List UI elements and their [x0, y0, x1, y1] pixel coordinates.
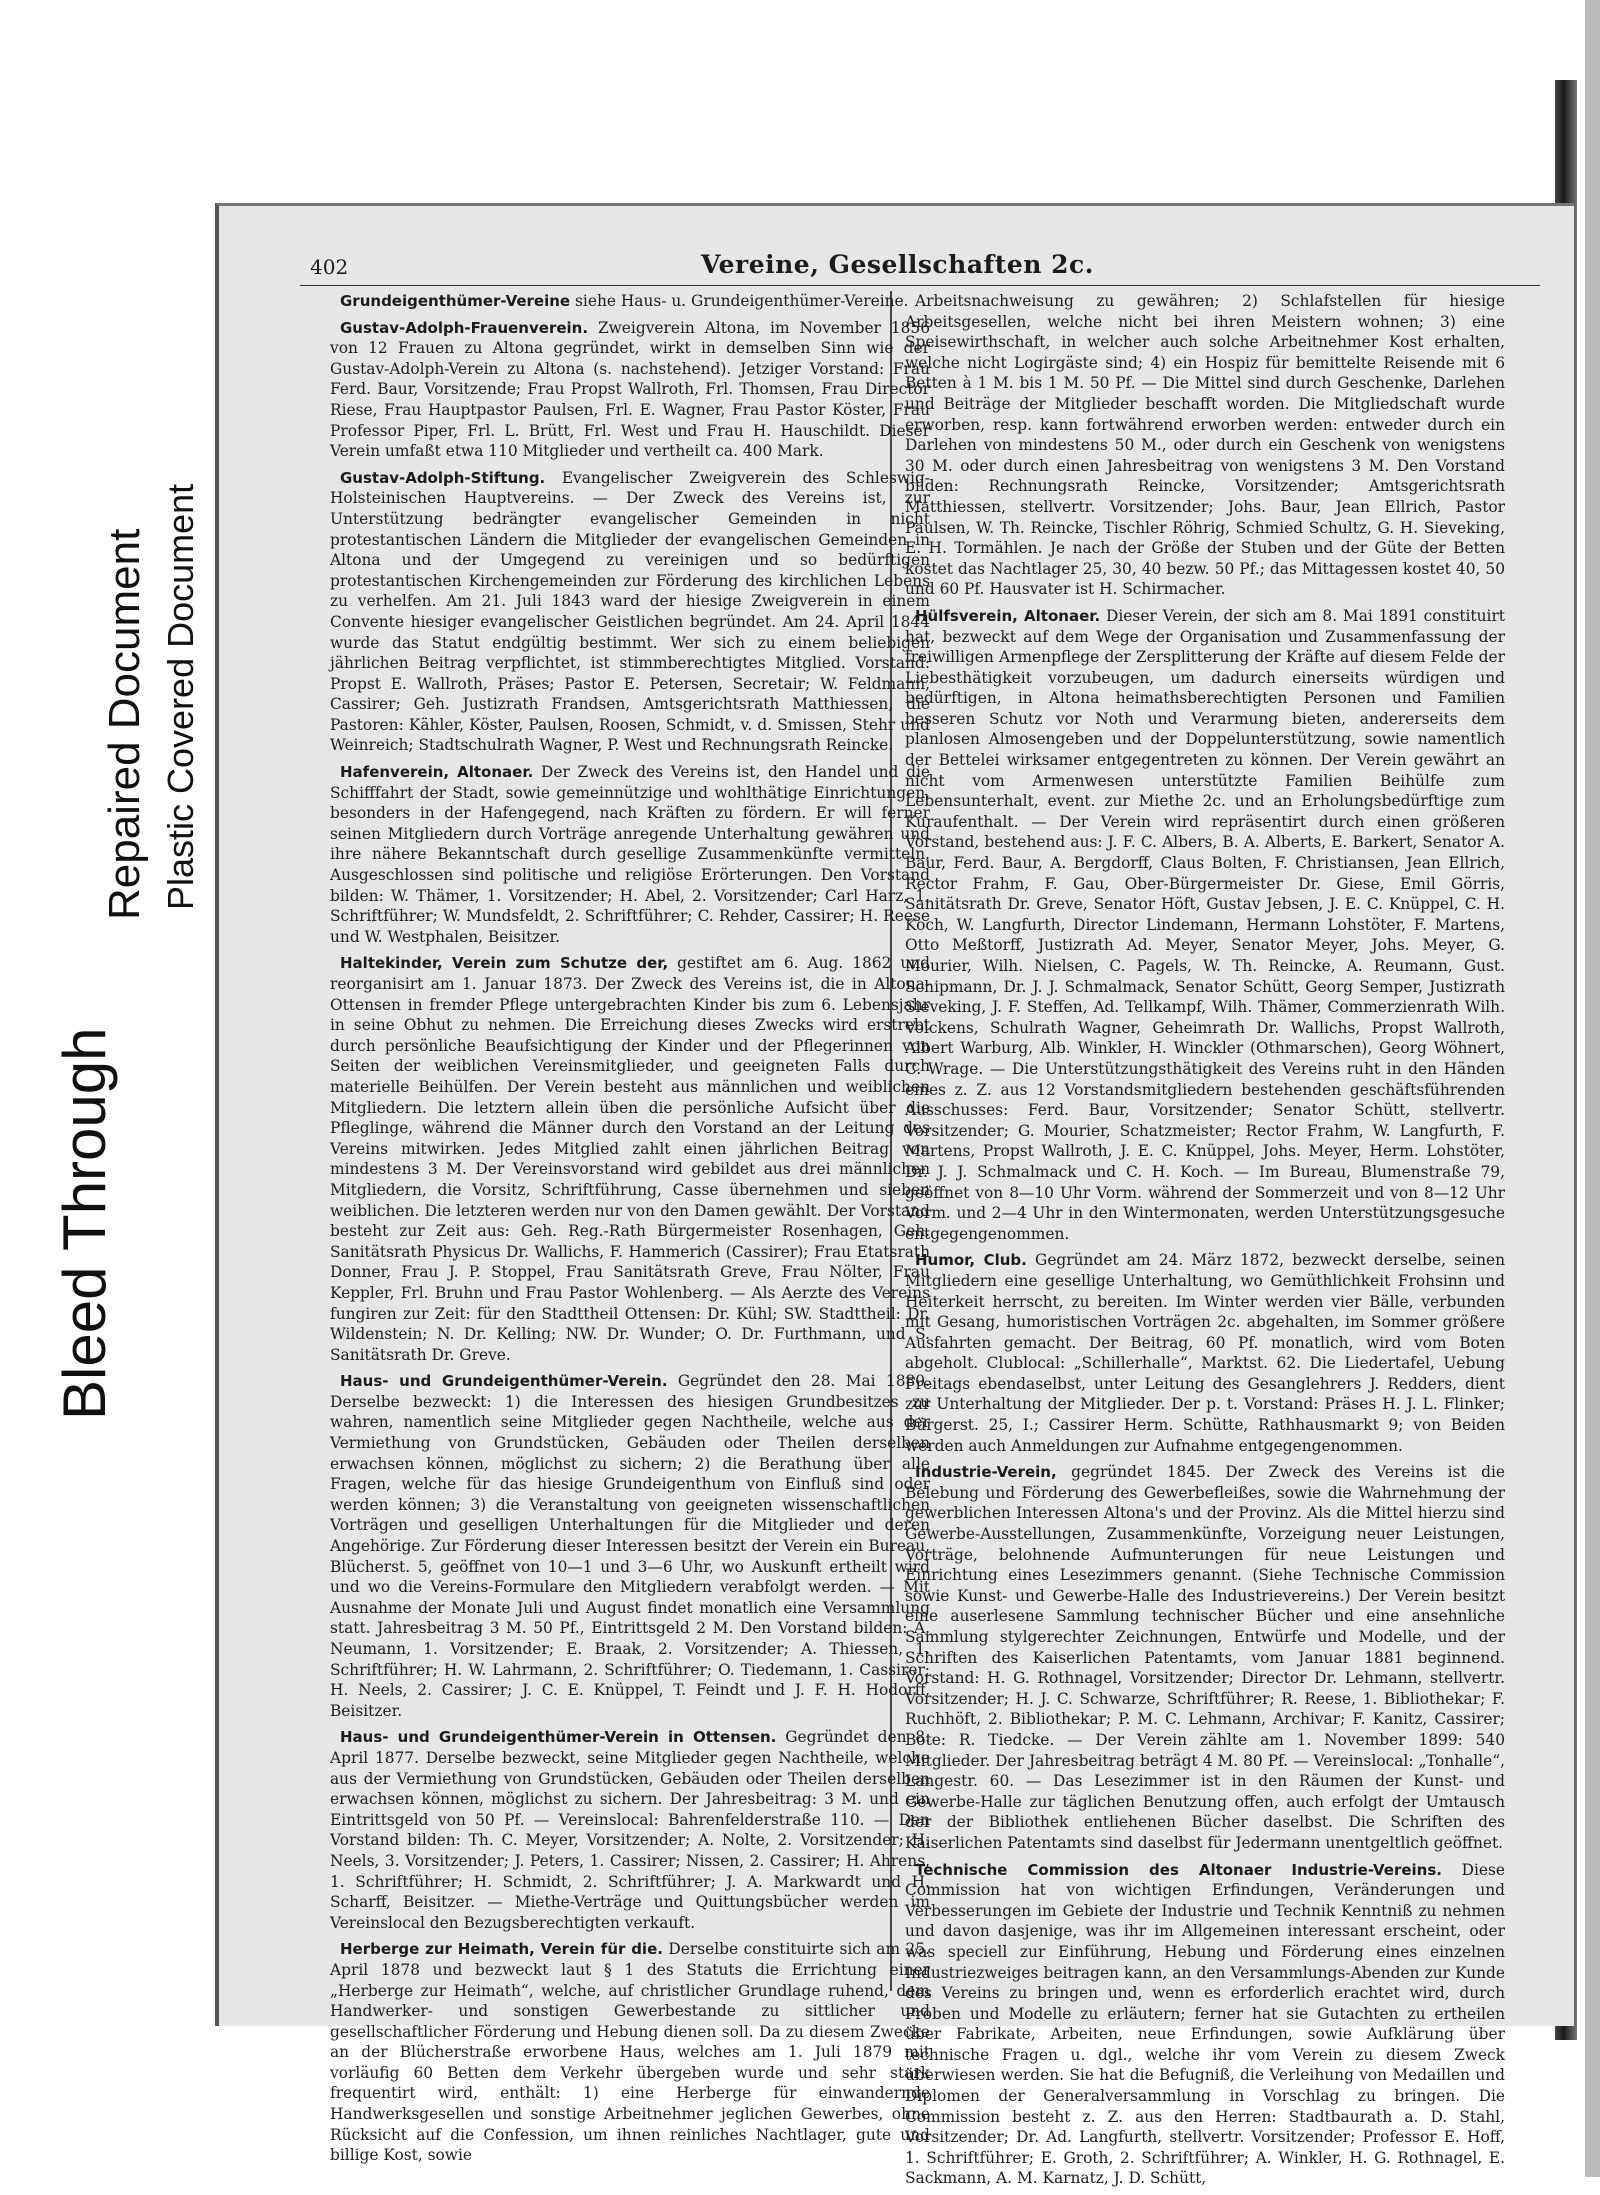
document-condition-labels — [40, 420, 220, 1420]
entry — [330, 291, 930, 312]
entry — [330, 953, 930, 1365]
entry-title: Haus- und Grundeigenthümer-Verein. — [340, 1372, 668, 1391]
page-number: 402 — [310, 255, 349, 279]
entry-text: siehe Haus- u. Grundeigenthümer-Vereine. — [575, 292, 909, 310]
entry-text: Gegründet den 28. Mai 1880. Derselbe bezweckt: 1) die Interessen des hiesigen Grundbesitzes zu wahren, namentlich seine Mitglieder gegen Nachtheile, welche aus der Vermiethung von Grundstücken, Gebäuden oder Theilen derselben erwachsen können, möglichst zu sichern; 2) die Berathung über alle Fragen, welche für das hiesige Grundeigenthum von Einfluß sind oder werden können; 3) die Veranstaltung von geeigneten wissenschaftlichen Vorträgen und geselligen Unterhaltungen für die Mitglieder und deren Angehörige. Zur Förderung dieser Interessen besitzt der Verein ein Bureau, Blücherst. 5, geöffnet von 10—1 und 3—6 Uhr, wo Auskunft ertheilt wird und wo die Vereins-Formulare den Mitgliedern verabfolgt werden. — Mit Ausnahme der Monate Juli und August findet monatlich eine Versammlung statt. Jahresbeitrag 3 M. 50 Pf., Eintrittsgeld 2 M. Den Vorstand bilden: A. Neumann, 1. Vorsitzender; E. Braak, 2. Vorsitzender; A. Thiessen, 1. Schriftführer; H. W. Lahrmann, 2. Schriftführer; O. Tiedemann, 1. Cassirer; H. Neels, 2. Cassirer; J. C. E. Knüppel, T. Feindt und J. F. H. Hodorff, Beisitzer. — [330, 1372, 930, 1720]
entry-text: Gegründet den 8. April 1877. Derselbe bezweckt, seine Mitglieder gegen Nachtheile, welche aus der Vermiethung von Grundstücken, Gebäuden oder Theilen derselben erwachsen können, möglichst zu sichern. Der Jahresbeitrag: 3 M. und ein Eintrittsgeld von 50 Pf. — Vereinslocal: Bahrenfelderstraße 110. — Den Vorstand bilden: Th. C. Meyer, Vorsitzender; A. Nolte, 2. Vorsitzender; H. Neels, 3. Vorsitzender; J. Peters, 1. Cassirer; Nissen, 2. Cassirer; H. Ahrens, 1. Schriftführer; H. Schmidt, 2. Schriftführer; J. A. Markwardt und H. Scharff, Beisitzer. — Miethe-Verträge und Quittungsbücher werden im Vereinslocal den Bezugsberechtigten verkauft. — [330, 1728, 930, 1932]
entry-text: Der Zweck des Vereins ist, den Handel und die Schifffahrt der Stadt, sowie gemeinnützige und wohlthätige Einrichtungen, besonders in der Hafengegend, nach Kräften zu fördern. Er will ferner seinen Mitgliedern durch Vorträge anregende Unterhaltung gewähren und ihre nähere Bekanntschaft durch gesellige Zusammenkünfte vermitteln. Ausgeschlossen sind politische und religiöse Erörterungen. Den Vorstand bilden: W. Thämer, 1. Vorsitzender; H. Abel, 2. Vorsitzender; Carl Harz, 1. Schriftführer; W. Mundsfeldt, 2. Schriftführer; C. Rehder, Cassirer; H. Reese und W. Westphalen, Beisitzer. — [330, 763, 930, 946]
entry — [905, 291, 1505, 600]
entry-text: Derselbe constituirte sich am 25. April 1878 und bezweckt laut § 1 des Statuts die Errichtung einer „Herberge zur Heimath“, welche, auf christlicher Grundlage ruhend, dem Handwerker- und sonstigen Gewerbestande zu sittlicher und gesellschaftlicher Förderung und Hebung dienen soll. Da zu diesem Zwecke an der Blücherstraße erworbene Haus, welches am 1. Juli 1879 mit vorläufig 60 Betten dem Verkehr übergeben wurde und sehr stark frequentirt wird, enthält: 1) eine Herberge für einwandernde Handwerksgesellen und sonstige Arbeitnehmer jeglichen Gewerbes, ohne Rücksicht auf die Confession, um ihnen reinliches Nachtlager, gute und billige Kost, sowie — [330, 1940, 930, 2165]
entry-title: Haus- und Grundeigenthümer-Verein in Ottensen. — [340, 1728, 777, 1747]
entry — [330, 1371, 930, 1721]
entry-title: Hafenverein, Altonaer. — [340, 763, 534, 782]
entry-title: Industrie-Verein, — [915, 1463, 1057, 1482]
entry — [330, 1727, 930, 1933]
entry-text: Dieser Verein, der sich am 8. Mai 1891 constituirt hat, bezweckt auf dem Wege der Organisation und Zusammenfassung der freiwilligen Armenpflege der Zersplitterung der Kräfte auf diesem Felde der Liebesthätigkeit vorzubeugen, um dadurch einerseits würdigen und bedürftigen, in Altona heimathsberechtigten Personen und Familien besseren Schutz vor Noth und Verarmung bieten, andererseits dem planlosen Almosengeben und der Doppelunterstützung, sowie namentlich der Bettelei wirksamer entgegentreten zu können. Der Verein gewährt an nicht vom Armenwesen unterstützte Familien Beihülfe zum Lebensunterhalt, event. zur Miethe 2c. und an Erholungsbedürftige zum Kuraufenthalt. — Der Verein wird repräsentirt durch einen größeren Vorstand, bestehend aus: J. F. C. Albers, B. A. Alberts, E. Barkert, Senator A. Baur, Ferd. Baur, A. Bergdorff, Claus Bolten, F. Christiansen, Jean Ellrich, Rector Frahm, F. Gau, Ober-Bürgermeister Dr. Giese, Emil Görris, Sanitätsrath Dr. Greve, Senator Höft, Gustav Jebsen, J. E. C. Knüppel, C. H. Koch, W. Langfurth, Director Lindemann, Hermann Lohstöter, F. Martens, Otto Meßtorff, Justizrath Ad. Meyer, Senator Meyer, Johs. Meyer, G. Mourier, Wilh. Nielsen, C. Pagels, W. Th. Reincke, A. Reumann, Gust. Schipmann, Dr. J. J. Schmalmack, Senator Schütt, Georg Semper, Justizrath Sieveking, J. F. Steffen, Ad. Tellkampf, Wilh. Thämer, Commerzienrath Wilh. Volckens, Schulrath Wagner, Geheimrath Dr. Wallichs, Propst Wallroth, Albert Warburg, Alb. Winkler, H. Winckler (Othmarschen), Georg Wöhnert, C. Wrage. — Die Unterstützungsthätigkeit des Vereins ruht in den Händen eines z. Z. aus 12 Vorstandsmitgliedern bestehenden geschäftsführenden Ausschusses: Ferd. Baur, Vorsitzender; Senator Schütt, stellvertr. Vorsitzender; G. Mourier, Schatzmeister; Rector Frahm, W. Langfurth, F. Martens, Propst Wallroth, J. E. C. Knüppel, Johs. Meyer, Herm. Lohstöter, Dr. J. J. Schmalmack und C. H. Koch. — Im Bureau, Blumenstraße 79, geöffnet von 8—10 Uhr Vorm. während der Sommerzeit und von 8—12 Uhr Vorm. und 2—4 Uhr in den Wintermonaten, werden Unterstützungsgesuche entgegengenommen. — [905, 606, 1505, 1243]
entry — [905, 606, 1505, 1244]
entry — [330, 1939, 930, 2166]
page-heading: Vereine, Gesellschaften 2c. — [701, 250, 1094, 279]
label-bleed-through: Bleed Through — [51, 1027, 118, 1420]
header-rule — [300, 285, 1540, 286]
entry-title: Humor, Club. — [915, 1251, 1027, 1270]
entry — [905, 1250, 1505, 1456]
entry-text: Gegründet am 24. März 1872, bezweckt derselbe, seinen Mitgliedern eine gesellige Unterhaltung, wo Gemüthlichkeit Frohsinn und Heiterkeit herrscht, zu bereiten. Im Winter werden vier Bälle, verbunden mit Gesang, humoristischen Vorträgen 2c. abgehalten, im Sommer größere Ausfahrten gemacht. Der Beitrag, 60 Pf. monatlich, wird vom Boten abgeholt. Clublocal: „Schillerhalle“, Marktst. 62. Die Liedertafel, Uebung Freitags ebendaselbst, unter Leitung des Gesanglehrers J. Redders, dient zur Unterhaltung der Mitglieder. Der p. t. Vorstand: Präses H. J. L. Flinker; Bürgerst. 25, I.; Cassirer Herm. Schütte, Rathhausmarkt 9; von Beiden werden auch Anmeldungen zur Aufnahme entgegengenommen. — [905, 1251, 1505, 1455]
entry — [905, 1462, 1505, 1853]
entry-text: Zweigverein Altona, im November 1856 von 12 Frauen zu Altona gegründet, wirkt in demselben Sinn wie der Gustav-Adolph-Verein zu Altona (s. nachstehend). Jetziger Vorstand: Frau Ferd. Baur, Vorsitzende; Frau Propst Wallroth, Frl. Thomsen, Frau Director Riese, Frau Hauptpastor Paulsen, Frl. E. Wagner, Frau Pastor Köster, Frau Professor Piper, Frl. L. Brütt, Frl. West und Frau H. Hauschildt. Dieser Verein umfaßt etwa 110 Mitglieder und vertheilt ca. 400 Mark. — [330, 318, 930, 461]
entry-text: gestiftet am 6. Aug. 1862 und reorganisirt am 1. Januar 1873. Der Zweck des Vereins ist, die in Altona-Ottensen in fremder Pflege untergebrachten Kinder bis zum 6. Lebensjahr in seine Obhut zu nehmen. Die Erreichung dieses Zwecks wird erstrebt durch persönliche Beaufsichtigung der Kinder und der Pflegerinnen von Seiten der weiblichen Vereinsmitglieder, und geeigneten Falls durch materielle Beihülfen. Der Verein besteht aus männlichen und weiblichen Mitgliedern. Die letztern allein üben die persönliche Aufsicht über die Pfleglinge, während die Männer durch den Vorstand an der Leitung des Vereins mitwirken. Jedes Mitglied zahlt einen jährlichen Beitrag von mindestens 3 M. Der Vereinsvorstand wird gebildet aus drei männlichen Mitgliedern, die Vorsitz, Schriftführung, Casse übernehmen und sieben weiblichen. Die letzteren werden nur von den Damen gewählt. Der Vorstand besteht zur Zeit aus: Geh. Reg.-Rath Bürgermeister Rosenhagen, Geh. Sanitätsrath Physicus Dr. Wallichs, F. Hammerich (Cassirer); Frau Etatsrath Donner, Frau J. P. Stoppel, Frau Sanitätsrath Greve, Frau Nölter, Frau Keppler, Frl. Bruhn und Frau Pastor Wohlenberg. — Als Aerzte des Vereins fungiren zur Zeit: für den Stadttheil Ottensen: Dr. Kühl; SW. Stadttheil: Dr. Wildenstein; N. Dr. Kelling; NW. Dr. Wunder; O. Dr. Furthmann, und S. Sanitätsrath Dr. Greve. — [330, 954, 931, 1364]
entry-title: Technische Commission des Altonaer Industrie-Vereins. — [915, 1860, 1442, 1879]
entry-title: Haltekinder, Verein zum Schutze der, — [340, 954, 669, 973]
entry-title: Gustav-Adolph-Stiftung. — [340, 468, 546, 487]
entry — [905, 1860, 1505, 2190]
entry-text: Arbeitsnachweisung zu gewähren; 2) Schlafstellen für hiesige Arbeitsgesellen, welche nicht bei ihren Meistern wohnen; 3) eine Speisewirthschaft, in welcher auch solche Arbeitnehmer Kost erhalten, welche nicht Logirgäste sind; 4) ein Hospiz für bemittelte Reisende mit 6 Betten à 1 M. bis 1 M. 50 Pf. — Die Mittel sind durch Geschenke, Darlehen und Beiträge der Mitglieder beschafft worden. Die Mitgliedschaft wurde erworben, resp. kann fortwährend erworben werden: entweder durch ein Darlehen von mindestens 50 M., oder durch ein Geschenk von wenigstens 30 M. oder durch einen Jahresbeitrag von wenigstens 3 M. Den Vorstand bilden: Rechnungsrath Reincke, Vorsitzender; Amtsgerichtsrath Matthiessen, stellvertr. Vorsitzender; Johs. Baur, Jean Ellrich, Pastor Paulsen, W. Th. Reincke, Tischler Röhrig, Schmied Schultz, G. H. Sieveking, E. H. Tormählen. Je nach der Größe der Stuben und der Güte der Betten kostet das Nachtlager 25, 30, 40 bezw. 50 Pf.; das Mittagessen kostet 40, 50 und 60 Pf. Hausvater ist H. Schirmacher. — [905, 292, 1505, 599]
next-page-edge — [1585, 0, 1600, 2177]
left-column — [330, 291, 930, 2172]
entry — [330, 318, 930, 462]
entry-title: Hülfsverein, Altonaer. — [915, 606, 1101, 625]
entry — [330, 762, 930, 947]
entry-text: gegründet 1845. Der Zweck des Vereins ist die Belebung und Förderung des Gewerbefleißes, sowie die Wahrnehmung der gewerblichen Interessen Altona's und der Provinz. Als die Mittel hierzu sind Gewerbe-Ausstellungen, Zusammenkünfte, Vorzeigung neuer Leistungen, Vorträge, belohnende Aufmunterungen für neue Leistungen und Einrichtung eines Lesezimmers genannt. (Siehe Technische Commission sowie Kunst- und Gewerbe-Halle des Industrievereins.) Der Verein besitzt eine auserlesene Sammlung technischer Bücher und eine ansehnliche Sammlung stylgerechter Zeichnungen, Entwürfe und Modelle, und der Schriften des Kaiserlichen Patentamts, vom Januar 1881 beginnend. Vorstand: H. G. Rothnagel, Vorsitzender; Director Dr. Lehmann, stellvertr. Vorsitzender; H. J. C. Schwarze, Schriftführer; R. Reese, 1. Bibliothekar; F. Ruchhöft, 2. Bibliothekar; P. M. C. Lehmann, Archivar; F. Kanitz, Cassirer; Bote: R. Tiedcke. — Der Verein zählte am 1. November 1899: 540 Mitglieder. Der Jahresbeitrag beträgt 4 M. 80 Pf. — Vereinslocal: „Tonhalle“, Langestr. 60. — Das Lesezimmer ist in den Räumen der Kunst- und Gewerbe-Halle zur täglichen Benutzung offen, auch erfolgt der Umtausch der der Bibliothek entliehenen Bücher daselbst. Die Schriften des Kaiserlichen Patentamts sind daselbst für Jedermann unentgeltlich geöffnet. — [905, 1463, 1505, 1852]
label-repaired-document: Repaired Document — [100, 528, 149, 920]
entry-title: Gustav-Adolph-Frauenverein. — [340, 318, 589, 337]
document-page — [250, 245, 1545, 2188]
entry-text: Evangelischer Zweigverein des Schleswig-Holsteinischen Hauptvereins. — Der Zweck des Vereins ist, zur Unterstützung bedrängter evangelischer Gemeinden in nicht protestantischen Ländern die Mitglieder der evangelischen Gemeinden in Altona und der Umgegend zu vereinigen und so bedürftigen protestantischen Kirchengemeinden zur Förderung des kirchlichen Lebens zu verhelfen. Am 21. Juli 1843 ward der hiesige Zweigverein in einem Convente hiesiger evangelischer Geistlichen begründet. Am 24. April 1844 wurde das Statut endgültig bestimmt. Wer sich zu einem beliebigen jährlichen Beitrag verpflichtet, ist stimmberechtigtes Mitglied. Vorstand: Propst E. Wallroth, Präses; Pastor E. Petersen, Secretair; W. Feldmann, Cassirer; Geh. Justizrath Frandsen, Amtsgerichtsrath Matthiessen, die Pastoren: Kähler, Köster, Paulsen, Roosen, Schmidt, v. d. Smissen, Stehr und Weinreich; Stadtschulrath Wagner, P. West und Rechnungsrath Reincke. — [330, 468, 930, 755]
label-plastic-covered: Plastic Covered Document — [160, 483, 201, 910]
entry-title: Herberge zur Heimath, Verein für die. — [340, 1940, 663, 1959]
entry-text: Diese Commission hat von wichtigen Erfindungen, Veränderungen und Verbesserungen im Gebiete der Industrie und Technik Kenntniß zu nehmen und davon dasjenige, was ihr im Allgemeinen interessant erscheint, oder was speciell zur Einführung, Hebung und Förderung eines einzelnen Industriezweiges beitragen kann, an den Versammlungs-Abenden zur Kunde des Vereins zu bringen und, wenn es erforderlich erachtet wird, durch Proben und Modelle zu erläutern; ferner hat sie Gutachten zu ertheilen über Fabrikate, Arbeiten, neue Erfindungen, sowie Aufklärung über technische Fragen u. dgl., welche ihr vom Verein zu diesem Zweck überwiesen werden. Sie hat die Befugniß, die Verleihung von Medaillen und Diplomen der Generalversammlung in Vorschlag zu bringen. Die Commission besteht z. Z. aus den Herren: Stadtbaurath a. D. Stahl, Vorsitzender; Dr. Ad. Langfurth, stellvertr. Vorsitzender; Professor E. Hoff, 1. Schriftführer; E. Groth, 2. Schriftführer; A. Winkler, H. G. Rothnagel, E. Sackmann, A. M. Karnatz, J. D. Schütt, — [905, 1860, 1505, 2188]
entry-title: Grundeigenthümer-Vereine — [340, 292, 571, 310]
right-column — [905, 291, 1505, 2195]
entry — [330, 468, 930, 756]
